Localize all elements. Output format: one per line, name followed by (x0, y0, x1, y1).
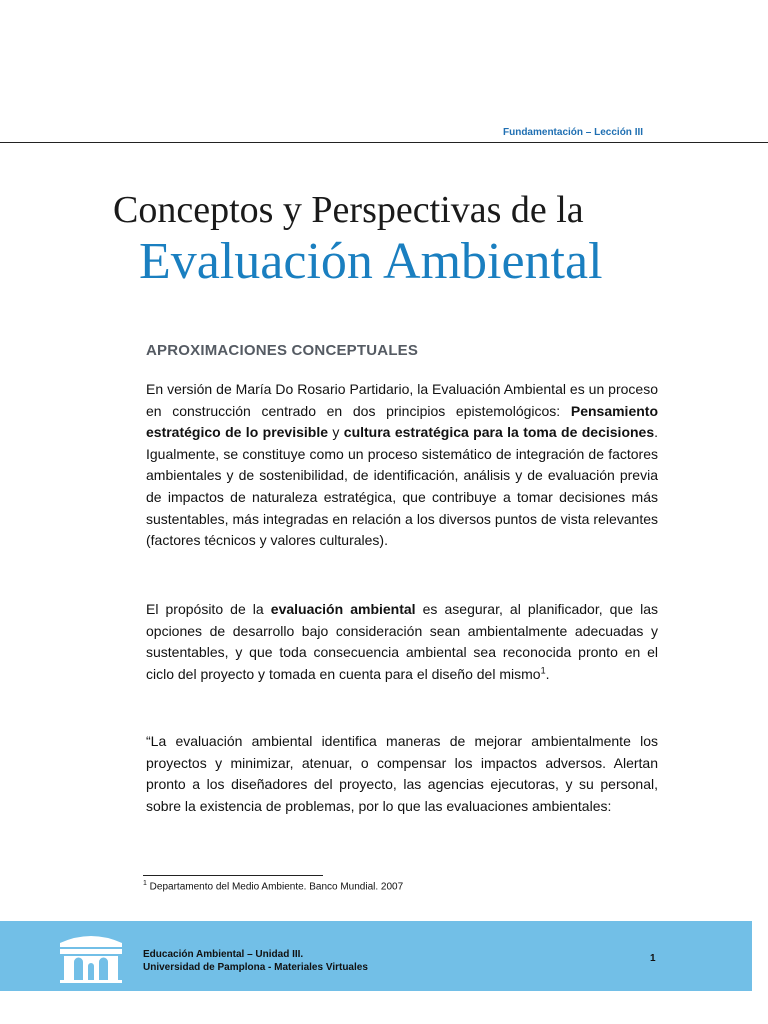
bold-phrase: cultura estratégica para la toma de decisiones (343, 424, 655, 441)
footnote-number: 1 (143, 880, 147, 887)
page-title-line2: Evaluación Ambiental (139, 233, 603, 290)
university-building-icon (58, 931, 124, 983)
paragraph-1: En versión de María Do Rosario Partidario, la Evaluación Ambiental es un proceso en construcción centrado en dos principios epistemológicos: Pensamiento estratégico de lo previsible y cultura estratégica para la toma de decisiones. Igualmente, se constituye como un proceso sistemático de integración de factores ambientales y de sostenibilidad, de identificación, análisis y de evaluación previa de impactos de naturaleza estratégica, que contribuye a tomar decisiones más sustentables, más integradas en relación a los diversos puntos de vista relevantes (factores técnicos y valores culturales). (146, 381, 659, 549)
paragraph-2: El propósito de la evaluación ambiental es asegurar, al planificador, que las opciones de desarrollo bajo consideración sean ambientalmente adecuadas y sustentables, y que toda consecuencia ambiental sea reconocida pronto en el ciclo del proyecto y tomada en cuenta para el diseño del mismo$^1$. (146, 601, 658, 682)
footnote-text: Departamento del Medio Ambiente. Banco Mundial. 2007 (146, 881, 404, 893)
page-title-line1: Conceptos y Perspectivas de la (113, 189, 584, 231)
page-number: 1 (650, 953, 656, 964)
footnote-reference[interactable]: 1 (540, 665, 546, 676)
footnote (143, 880, 403, 892)
bold-phrase: evaluación ambiental (270, 601, 416, 617)
paragraph-3: “La evaluación ambiental identifica maneras de mejorar ambientalmente los proyectos y minimizar, atenuar, o compensar los impactos adversos. Alertan pronto a los diseñadores del proyecto, las agencias ejecutoras, y su personal, sobre la existencia de problemas, por lo que las evaluaciones ambientales: (146, 733, 658, 814)
footnote-divider (143, 875, 323, 876)
bold-phrase: Pensamiento estratégico de lo previsible (146, 402, 658, 441)
page-footer (0, 921, 752, 991)
section-heading: APROXIMACIONES CONCEPTUALES (146, 342, 419, 359)
header-divider (0, 142, 768, 143)
footer-line-1: Educación Ambiental – Unidad III. (143, 949, 304, 960)
footer-line-2: Universidad de Pamplona - Materiales Virtuales (143, 962, 368, 973)
section-label: Fundamentación – Lección III (503, 127, 644, 138)
